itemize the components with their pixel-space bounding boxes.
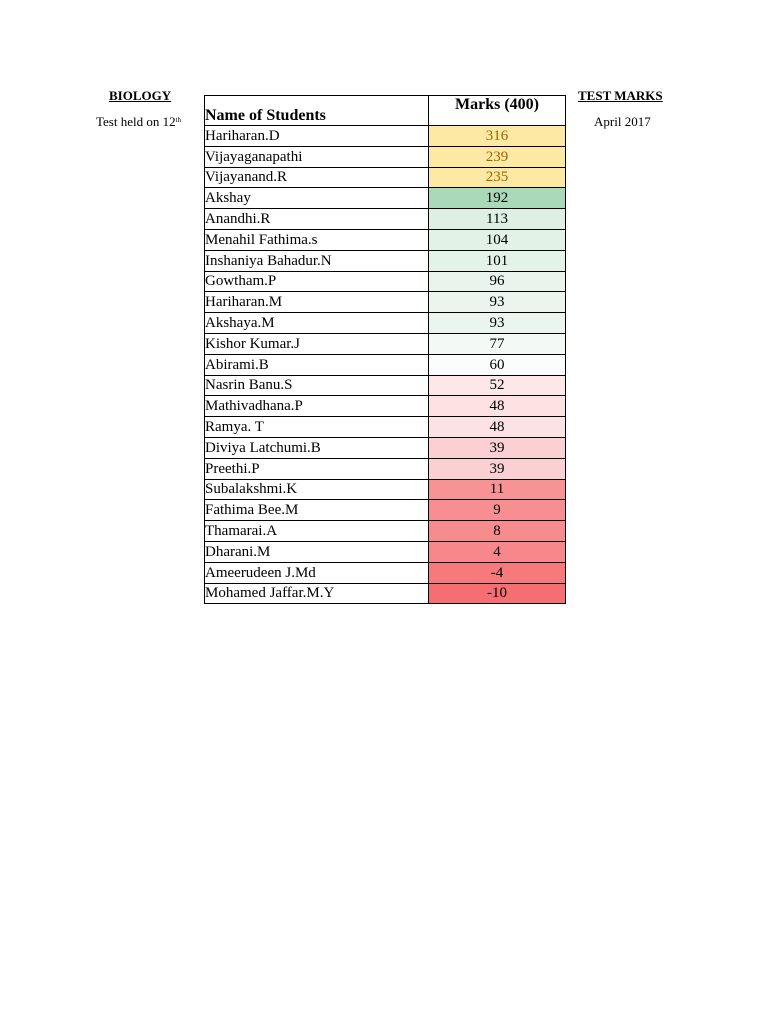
table-row: [205, 209, 566, 230]
student-name-cell: Hariharan.D: [205, 126, 429, 147]
student-name-cell: Menahil Fathima.s: [205, 229, 429, 250]
student-marks-cell: 93: [429, 313, 566, 334]
student-marks-cell: 11: [429, 479, 566, 500]
table-row: [205, 333, 566, 354]
table-row: [205, 313, 566, 334]
student-marks-cell: 39: [429, 458, 566, 479]
student-name-cell: Subalakshmi.K: [205, 479, 429, 500]
student-marks-cell: 101: [429, 250, 566, 271]
table-row: [205, 167, 566, 188]
student-name-cell: Gowtham.P: [205, 271, 429, 292]
table-row: [205, 229, 566, 250]
table-row: [205, 500, 566, 521]
test-held-ordinal: th: [175, 116, 182, 124]
table-row: [205, 126, 566, 147]
table-row: [205, 562, 566, 583]
student-marks-cell: 8: [429, 521, 566, 542]
table-row: [205, 354, 566, 375]
table-row: [205, 583, 566, 604]
student-marks-cell: 235: [429, 167, 566, 188]
table-header-row: [205, 96, 566, 126]
student-name-cell: Ramya. T: [205, 417, 429, 438]
table-row: [205, 188, 566, 209]
student-name-cell: Akshaya.M: [205, 313, 429, 334]
table-row: [205, 541, 566, 562]
student-name-cell: Dharani.M: [205, 541, 429, 562]
test-held-prefix: Test held on 12: [96, 114, 176, 129]
student-name-cell: Mohamed Jaffar.M.Y: [205, 583, 429, 604]
student-name-cell: Anandhi.R: [205, 209, 429, 230]
test-marks-heading: TEST MARKS: [578, 88, 663, 103]
table-row: [205, 521, 566, 542]
student-marks-cell: 316: [429, 126, 566, 147]
student-name-cell: Diviya Latchumi.B: [205, 437, 429, 458]
table-row: [205, 396, 566, 417]
student-marks-cell: 192: [429, 188, 566, 209]
table-row: [205, 292, 566, 313]
subject-heading: BIOLOGY: [109, 88, 172, 103]
student-marks-cell: 4: [429, 541, 566, 562]
student-name-cell: Vijayaganapathi: [205, 146, 429, 167]
marks-table-body: [205, 126, 566, 604]
test-month-year: April 2017: [594, 114, 651, 129]
student-name-cell: Inshaniya Bahadur.N: [205, 250, 429, 271]
student-marks-cell: 9: [429, 500, 566, 521]
student-marks-cell: -4: [429, 562, 566, 583]
student-marks-cell: 77: [429, 333, 566, 354]
table-row: [205, 437, 566, 458]
student-marks-cell: 48: [429, 396, 566, 417]
student-marks-cell: 96: [429, 271, 566, 292]
student-marks-cell: 39: [429, 437, 566, 458]
student-marks-cell: -10: [429, 583, 566, 604]
table-row: [205, 375, 566, 396]
test-held-text: [96, 114, 181, 130]
student-name-cell: Akshay: [205, 188, 429, 209]
table-row: [205, 146, 566, 167]
student-marks-cell: 104: [429, 229, 566, 250]
student-name-cell: Preethi.P: [205, 458, 429, 479]
student-name-cell: Vijayanand.R: [205, 167, 429, 188]
student-marks-cell: 52: [429, 375, 566, 396]
student-name-cell: Abirami.B: [205, 354, 429, 375]
student-marks-cell: 239: [429, 146, 566, 167]
table-row: [205, 479, 566, 500]
student-marks-cell: 113: [429, 209, 566, 230]
student-name-cell: Nasrin Banu.S: [205, 375, 429, 396]
student-name-cell: Ameerudeen J.Md: [205, 562, 429, 583]
column-header-name: Name of Students: [205, 96, 429, 126]
table-row: [205, 271, 566, 292]
student-marks-cell: 48: [429, 417, 566, 438]
student-name-cell: Hariharan.M: [205, 292, 429, 313]
column-header-marks: Marks (400): [429, 96, 566, 126]
table-row: [205, 458, 566, 479]
table-row: [205, 417, 566, 438]
student-name-cell: Mathivadhana.P: [205, 396, 429, 417]
student-name-cell: Thamarai.A: [205, 521, 429, 542]
table-row: [205, 250, 566, 271]
student-marks-cell: 93: [429, 292, 566, 313]
student-marks-cell: 60: [429, 354, 566, 375]
student-name-cell: Fathima Bee.M: [205, 500, 429, 521]
student-name-cell: Kishor Kumar.J: [205, 333, 429, 354]
marks-table: [204, 95, 566, 604]
